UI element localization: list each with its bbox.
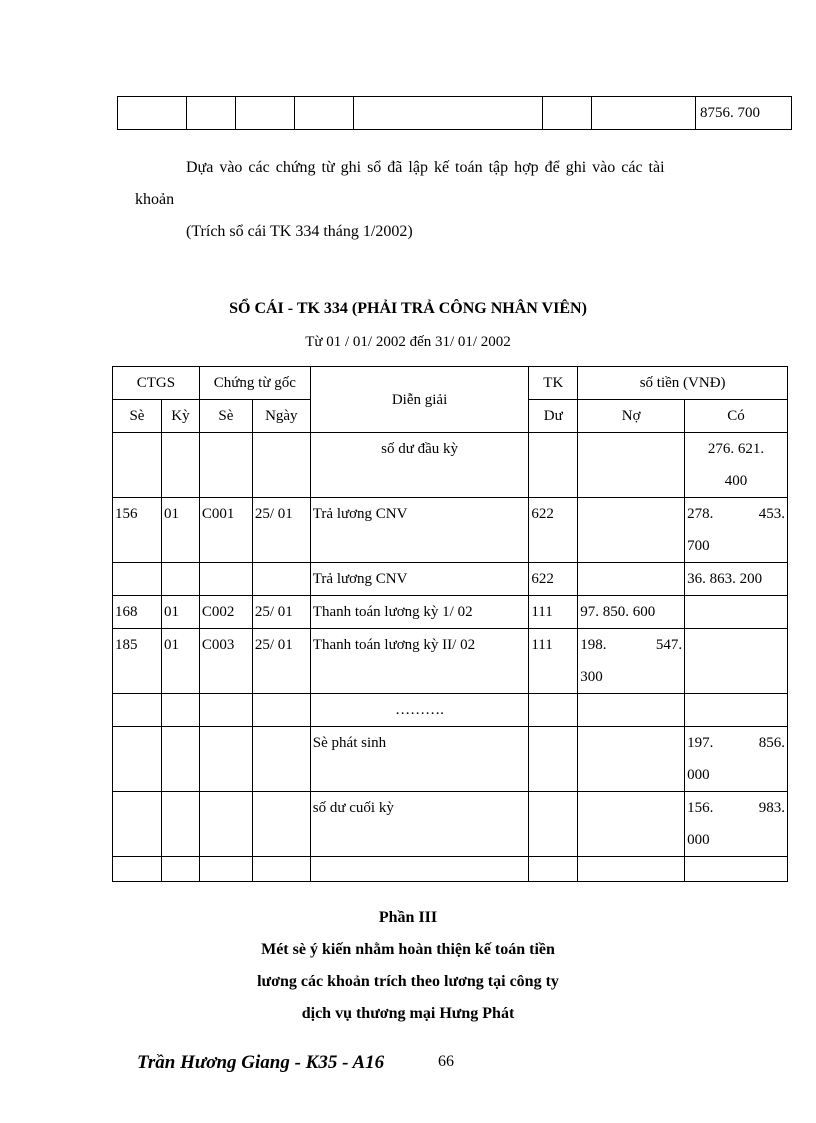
header-ky: Kỳ xyxy=(161,400,199,433)
cell-so: 156 xyxy=(113,498,162,563)
table-row xyxy=(113,694,788,727)
cell xyxy=(685,694,788,727)
cell-co xyxy=(685,498,788,563)
table-row xyxy=(113,792,788,857)
cell xyxy=(113,792,162,857)
table-row xyxy=(113,727,788,792)
cell xyxy=(199,792,252,857)
cell-desc: số dư cuối kỳ xyxy=(310,792,529,857)
cell xyxy=(252,727,310,792)
cell xyxy=(529,727,578,792)
co-line: 700 xyxy=(687,538,710,554)
cell-tk: 622 xyxy=(529,498,578,563)
cell-ky: 01 xyxy=(161,596,199,629)
cell xyxy=(252,857,310,882)
cell-tk: 111 xyxy=(529,629,578,694)
table-cell xyxy=(118,97,187,130)
header-dien-giai: Diễn giải xyxy=(310,367,529,433)
amount-part: 453. xyxy=(758,506,785,522)
cell xyxy=(529,857,578,882)
cell xyxy=(161,694,199,727)
co-line xyxy=(687,792,785,824)
cell xyxy=(161,792,199,857)
table-row xyxy=(113,433,788,498)
cell-ct: C002 xyxy=(199,596,252,629)
amount-part: 856. xyxy=(758,735,785,751)
header-ctgs: CTGS xyxy=(113,367,200,400)
amount-part: 983. xyxy=(758,800,785,816)
cell xyxy=(578,694,685,727)
cell xyxy=(113,857,162,882)
co-line xyxy=(687,498,785,530)
cell-desc: Trả lương CNV xyxy=(310,498,529,563)
header-co: Có xyxy=(685,400,788,433)
cell xyxy=(529,433,578,498)
intro-line-1 xyxy=(186,152,741,184)
header-du: Dư xyxy=(529,400,578,433)
co-line xyxy=(687,727,785,759)
cell xyxy=(113,727,162,792)
no-line: 300 xyxy=(580,669,603,685)
table-cell xyxy=(295,97,354,130)
cell xyxy=(199,694,252,727)
intro-text-1: Dựa vào các chứng từ ghi sổ đã lập kế toán tập hợp để ghi vào các tài xyxy=(186,159,665,176)
table-cell-amount: 8756. 700 xyxy=(696,97,792,130)
cell xyxy=(529,792,578,857)
header-so: Sè xyxy=(113,400,162,433)
section-line-1: Mét sè ý kiến nhằm hoàn thiện kế toán tiền xyxy=(261,941,555,958)
ledger-table xyxy=(112,366,788,882)
co-line: 276. 621. xyxy=(707,441,765,457)
cell-so: 185 xyxy=(113,629,162,694)
cell xyxy=(685,857,788,882)
ledger-title: SỔ CÁI - TK 334 (PHẢI TRẢ CÔNG NHÂN VIÊN) xyxy=(229,300,587,317)
cell-desc: Trả lương CNV xyxy=(310,563,529,596)
cell-ct: C001 xyxy=(199,498,252,563)
cell xyxy=(578,857,685,882)
cell xyxy=(113,433,162,498)
header-so-ct: Sè xyxy=(199,400,252,433)
cell xyxy=(161,433,199,498)
cell-ky: 01 xyxy=(161,629,199,694)
amount-part: 278. xyxy=(687,506,714,522)
cell-desc: Thanh toán lương kỳ 1/ 02 xyxy=(310,596,529,629)
table-row xyxy=(113,563,788,596)
cell xyxy=(199,563,252,596)
footer-author: Trần Hương Giang - K35 - A16 xyxy=(137,1052,385,1073)
cell xyxy=(578,727,685,792)
cell-co: 36. 863. 200 xyxy=(685,563,788,596)
intro-line-3: (Trích sổ cái TK 334 tháng 1/2002) xyxy=(186,223,413,240)
table-cell xyxy=(592,97,696,130)
cell-no xyxy=(578,629,685,694)
header-so-tien: số tiền (VNĐ) xyxy=(578,367,788,400)
header-row-1 xyxy=(113,367,788,400)
cell xyxy=(685,629,788,694)
cell-ngay: 25/ 01 xyxy=(252,596,310,629)
amount-part: 547. xyxy=(655,637,683,653)
table-row xyxy=(113,596,788,629)
cell xyxy=(310,857,529,882)
no-line xyxy=(580,629,682,661)
page-number: 66 xyxy=(438,1053,454,1070)
header-no: Nợ xyxy=(578,400,685,433)
ledger-period: Từ 01 / 01/ 2002 đến 31/ 01/ 2002 xyxy=(305,334,511,350)
cell xyxy=(113,563,162,596)
cell xyxy=(685,596,788,629)
cell xyxy=(113,694,162,727)
cell xyxy=(199,857,252,882)
amount-part: 197. xyxy=(687,735,714,751)
co-line: 400 xyxy=(724,473,748,489)
cell-desc: ………. xyxy=(310,694,529,727)
table-row xyxy=(113,629,788,694)
cell xyxy=(161,857,199,882)
intro-line-2: khoản xyxy=(135,191,175,208)
cell xyxy=(199,727,252,792)
cell xyxy=(252,694,310,727)
cell-ct: C003 xyxy=(199,629,252,694)
cell xyxy=(578,792,685,857)
section-line-3: dịch vụ thương mại Hưng Phát xyxy=(301,1005,515,1022)
cell-desc: Sè phát sinh xyxy=(310,727,529,792)
header-ngay: Ngày xyxy=(252,400,310,433)
cell-co xyxy=(685,433,788,498)
cell-desc: Thanh toán lương kỳ II/ 02 xyxy=(310,629,529,694)
section-line-2: lương các khoản trích theo lương tại công ty xyxy=(257,973,559,990)
previous-table-fragment xyxy=(117,96,792,130)
header-chung-tu-goc: Chứng từ gốc xyxy=(199,367,310,400)
cell-no: 97. 850. 600 xyxy=(578,596,685,629)
cell-ngay: 25/ 01 xyxy=(252,629,310,694)
co-line: 000 xyxy=(687,767,710,783)
cell xyxy=(252,792,310,857)
table-row xyxy=(113,498,788,563)
cell-ky: 01 xyxy=(161,498,199,563)
table-cell xyxy=(236,97,295,130)
table-row xyxy=(118,97,792,130)
cell xyxy=(199,433,252,498)
cell-tk: 111 xyxy=(529,596,578,629)
cell xyxy=(252,563,310,596)
table-cell xyxy=(354,97,543,130)
cell-tk: 622 xyxy=(529,563,578,596)
header-tk: TK xyxy=(529,367,578,400)
table-cell xyxy=(543,97,592,130)
cell-ngay: 25/ 01 xyxy=(252,498,310,563)
cell xyxy=(578,433,685,498)
cell xyxy=(161,563,199,596)
cell xyxy=(529,694,578,727)
cell-so: 168 xyxy=(113,596,162,629)
cell xyxy=(578,563,685,596)
table-cell xyxy=(187,97,236,130)
cell-desc: số dư đầu kỳ xyxy=(310,433,529,498)
cell-co xyxy=(685,727,788,792)
amount-part: 156. xyxy=(687,800,714,816)
co-line: 000 xyxy=(687,832,710,848)
cell xyxy=(252,433,310,498)
amount-part: 198. xyxy=(580,637,607,653)
cell xyxy=(578,498,685,563)
cell-co xyxy=(685,792,788,857)
cell xyxy=(161,727,199,792)
section-part: Phần III xyxy=(378,909,438,926)
table-row xyxy=(113,857,788,882)
